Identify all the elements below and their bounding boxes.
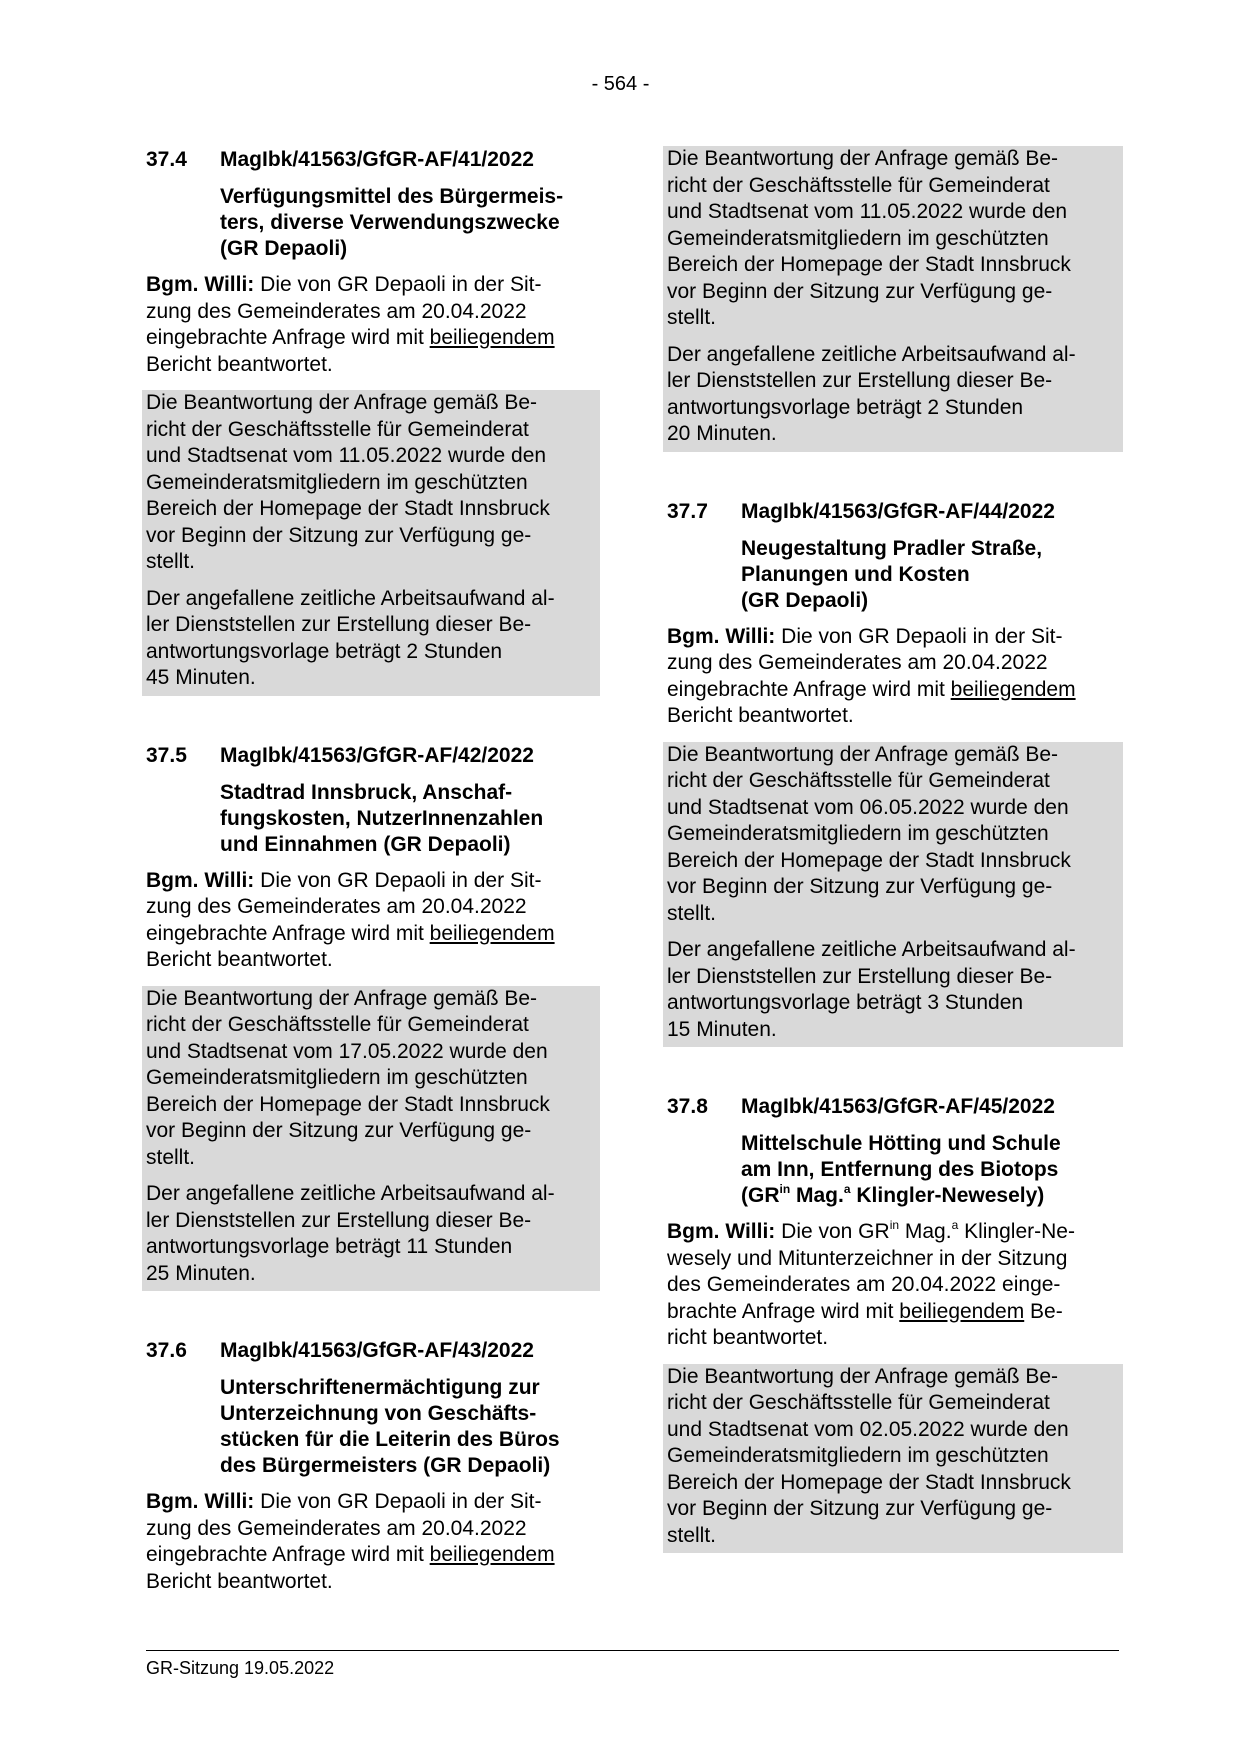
text: Bericht beantwortet. [146, 948, 333, 971]
underlined-term: beiliegendem [429, 921, 555, 945]
text: richt der Geschäftsstelle für Gemeinderat [667, 1391, 1050, 1414]
text: antwortungsvorlage beträgt 2 Stunden [146, 639, 503, 663]
text: Der angefallene zeitliche Arbeitsaufwand al- [667, 342, 1076, 366]
text: und Stadtsenat vom 06.05.2022 wurde den [667, 795, 1069, 819]
text: Mag. [899, 1220, 952, 1243]
shaded-note [663, 146, 1123, 452]
section-reference: MagIbk/41563/GfGR-AF/42/2022 [220, 743, 534, 767]
speaker: Bgm. Willi: [667, 1220, 776, 1243]
title-line: am Inn, Entfernung des Biotops [741, 1158, 1059, 1181]
text: Die Beantwortung der Anfrage gemäß Be- [146, 391, 538, 414]
text: eingebrachte Anfrage wird mit [146, 921, 430, 945]
text: vor Beginn der Sitzung zur Verfügung ge- [146, 1119, 532, 1142]
answer-paragraph [146, 868, 596, 974]
section-title [220, 1375, 596, 1479]
text: und Stadtsenat vom 11.05.2022 wurde den [667, 200, 1068, 223]
answer-paragraph [146, 1489, 596, 1595]
text: richt der Geschäftsstelle für Gemeinderat [667, 769, 1050, 792]
title-line: ters, diverse Verwendungszwecke [220, 211, 560, 234]
title-line: des Bürgermeisters (GR Depaoli) [220, 1454, 551, 1477]
footer-text: GR-Sitzung 19.05.2022 [146, 1658, 335, 1678]
text: Die Beantwortung der Anfrage gemäß Be- [667, 1364, 1059, 1388]
title-line: Planungen und Kosten [741, 562, 970, 586]
note-paragraph [146, 986, 596, 1172]
text: ler Dienststellen zur Erstellung dieser Be- [146, 613, 532, 636]
text: stellt. [667, 306, 717, 329]
text: Die von GR Depaoli in der Sit- [260, 273, 542, 296]
underlined-term: beiliegendem [429, 1543, 555, 1566]
text: vor Beginn der Sitzung zur Verfügung ge- [667, 279, 1053, 303]
text: Der angefallene zeitliche Arbeitsaufwand al- [667, 938, 1076, 961]
text: richt der Geschäftsstelle für Gemeinderat [667, 173, 1050, 197]
effort-paragraph [667, 342, 1119, 448]
text: zung des Gemeinderates am 20.04.2022 [146, 895, 527, 918]
section-number: 37.6 [146, 1339, 187, 1362]
text: Gemeinderatsmitgliedern im geschützten [146, 470, 528, 494]
section-number: 37.7 [667, 499, 708, 523]
text: Gemeinderatsmitgliedern im geschützten [667, 822, 1049, 845]
text: ler Dienststellen zur Erstellung dieser Be- [146, 1208, 532, 1232]
section-heading [667, 1093, 1119, 1120]
text: eingebrachte Anfrage wird mit [146, 326, 430, 349]
superscript: in [779, 1182, 791, 1196]
title-line: Mittelschule Hötting und Schule [741, 1132, 1061, 1155]
text: Mag. [790, 1184, 844, 1207]
section-title [220, 780, 596, 858]
section-reference: MagIbk/41563/GfGR-AF/44/2022 [741, 499, 1055, 523]
text: Die Beantwortung der Anfrage gemäß Be- [146, 986, 538, 1010]
section-heading [146, 1337, 596, 1364]
title-line: Unterzeichnung von Geschäfts- [220, 1402, 537, 1425]
text: wesely und Mitunterzeichner in der Sitzung [667, 1246, 1068, 1270]
title-line: Neugestaltung Pradler Straße, [741, 536, 1043, 560]
section-reference: MagIbk/41563/GfGR-AF/43/2022 [220, 1339, 534, 1362]
section-title [220, 184, 596, 262]
text: Bereich der Homepage der Stadt Innsbruck [667, 253, 1071, 276]
text: eingebrachte Anfrage wird mit [146, 1543, 430, 1566]
text: Be- [1024, 1299, 1063, 1323]
title-line: und Einnahmen (GR Depaoli) [220, 832, 511, 856]
text: und Stadtsenat vom 11.05.2022 wurde den [146, 444, 547, 467]
text: richt beantwortet. [667, 1326, 829, 1349]
text: zung des Gemeinderates am 20.04.2022 [146, 299, 527, 323]
section-37-7 [667, 498, 1119, 1048]
section-heading [146, 146, 596, 173]
section-37-8 [667, 1093, 1119, 1553]
text: Der angefallene zeitliche Arbeitsaufwand al- [146, 586, 555, 610]
text: brachte Anfrage wird mit [667, 1299, 900, 1323]
section-heading [146, 742, 596, 769]
right-column [667, 146, 1119, 1553]
text: Bereich der Homepage der Stadt Innsbruck [146, 1092, 550, 1116]
text: richt der Geschäftsstelle für Gemeinderat [146, 417, 529, 441]
text: und Stadtsenat vom 02.05.2022 wurde den [667, 1417, 1069, 1441]
text: antwortungsvorlage beträgt 2 Stunden [667, 395, 1024, 419]
text: richt der Geschäftsstelle für Gemeinderat [146, 1013, 529, 1036]
speaker: Bgm. Willi: [146, 273, 255, 296]
section-number: 37.5 [146, 743, 187, 767]
text: stellt. [667, 901, 717, 925]
superscript: a [843, 1182, 851, 1196]
effort-paragraph [667, 937, 1119, 1043]
section-37-6 [146, 1337, 596, 1595]
shaded-note [663, 1364, 1123, 1554]
text: Die Beantwortung der Anfrage gemäß Be- [667, 742, 1059, 766]
text: des Gemeinderates am 20.04.2022 einge- [667, 1273, 1061, 1296]
text: Bereich der Homepage der Stadt Innsbruck [146, 497, 550, 520]
title-line: stücken für die Leiterin des Büros [220, 1428, 560, 1451]
title-line: (GR Depaoli) [220, 237, 348, 260]
underlined-term: beiliegendem [899, 1299, 1025, 1323]
answer-paragraph [667, 624, 1119, 730]
text: 45 Minuten. [146, 666, 256, 689]
text: zung des Gemeinderates am 20.04.2022 [146, 1516, 527, 1540]
text: Bereich der Homepage der Stadt Innsbruck [667, 1470, 1071, 1494]
text: vor Beginn der Sitzung zur Verfügung ge- [146, 523, 532, 547]
note-paragraph [667, 742, 1119, 928]
text: zung des Gemeinderates am 20.04.2022 [667, 651, 1048, 674]
text: eingebrachte Anfrage wird mit [667, 677, 951, 701]
effort-paragraph [146, 586, 596, 692]
footer-divider [146, 1650, 1119, 1651]
text: Die von GR Depaoli in der Sit- [260, 1490, 542, 1513]
left-column [146, 146, 596, 1595]
speaker: Bgm. Willi: [146, 1490, 255, 1513]
answer-paragraph [146, 272, 596, 378]
answer-paragraph [667, 1219, 1119, 1352]
text: Die von GR Depaoli in der Sit- [781, 624, 1063, 648]
text: und Stadtsenat vom 17.05.2022 wurde den [146, 1039, 548, 1063]
section-37-5 [146, 742, 596, 1292]
section-reference: MagIbk/41563/GfGR-AF/41/2022 [220, 148, 534, 171]
text: vor Beginn der Sitzung zur Verfügung ge- [667, 875, 1053, 898]
page-number: - 564 - [591, 73, 650, 95]
effort-paragraph [146, 1181, 596, 1287]
text: Bereich der Homepage der Stadt Innsbruck [667, 848, 1071, 872]
text: Bericht beantwortet. [146, 1569, 333, 1593]
text: 15 Minuten. [667, 1017, 777, 1041]
text: Bericht beantwortet. [146, 352, 333, 376]
text: Die Beantwortung der Anfrage gemäß Be- [667, 147, 1059, 170]
note-paragraph [146, 390, 596, 576]
text: antwortungsvorlage beträgt 11 Stunden [146, 1235, 513, 1258]
section-number: 37.4 [146, 148, 187, 171]
note-paragraph [667, 1364, 1119, 1550]
shaded-note [663, 742, 1123, 1048]
text: 20 Minuten. [667, 422, 777, 445]
text: vor Beginn der Sitzung zur Verfügung ge- [667, 1497, 1053, 1520]
shaded-note [142, 390, 600, 696]
text: Gemeinderatsmitgliedern im geschützten [667, 1444, 1049, 1467]
section-37-4 [146, 146, 596, 696]
underlined-term: beiliegendem [429, 326, 555, 349]
text: ler Dienststellen zur Erstellung dieser Be- [667, 369, 1053, 392]
title-line: Verfügungsmittel des Bürgermeis- [220, 185, 564, 208]
title-line: Unterschriftenermächtigung zur [220, 1376, 540, 1399]
title-line: Stadtrad Innsbruck, Anschaf- [220, 780, 513, 804]
text: Gemeinderatsmitgliedern im geschützten [146, 1066, 528, 1089]
superscript: a [951, 1218, 959, 1232]
shaded-note [142, 986, 600, 1292]
section-title [741, 1131, 1119, 1209]
text: stellt. [667, 1523, 717, 1547]
title-line: fungskosten, NutzerInnenzahlen [220, 806, 544, 830]
text: stellt. [146, 550, 196, 573]
text: ler Dienststellen zur Erstellung dieser Be- [667, 964, 1053, 988]
note-paragraph [667, 146, 1119, 332]
section-title [741, 536, 1119, 614]
text: Klingler-Newesely) [850, 1184, 1045, 1207]
section-reference: MagIbk/41563/GfGR-AF/45/2022 [741, 1095, 1055, 1118]
text: (GR [741, 1184, 780, 1207]
speaker: Bgm. Willi: [667, 624, 776, 648]
underlined-term: beiliegendem [950, 677, 1076, 701]
superscript: in [889, 1218, 900, 1232]
text: Bericht beantwortet. [667, 704, 854, 727]
text: antwortungsvorlage beträgt 3 Stunden [667, 991, 1024, 1014]
speaker: Bgm. Willi: [146, 868, 255, 892]
text: Klingler-Ne- [958, 1220, 1075, 1243]
text: Der angefallene zeitliche Arbeitsaufwand al- [146, 1182, 555, 1205]
title-line: (GR Depaoli) [741, 588, 869, 612]
section-number: 37.8 [667, 1095, 708, 1118]
text: 25 Minuten. [146, 1261, 256, 1285]
section-heading [667, 498, 1119, 525]
text: Gemeinderatsmitgliedern im geschützten [667, 226, 1049, 250]
title-line [741, 1183, 1115, 1209]
text: Die von GR [775, 1220, 890, 1243]
text: Die von GR Depaoli in der Sit- [260, 868, 542, 892]
text: stellt. [146, 1145, 196, 1169]
